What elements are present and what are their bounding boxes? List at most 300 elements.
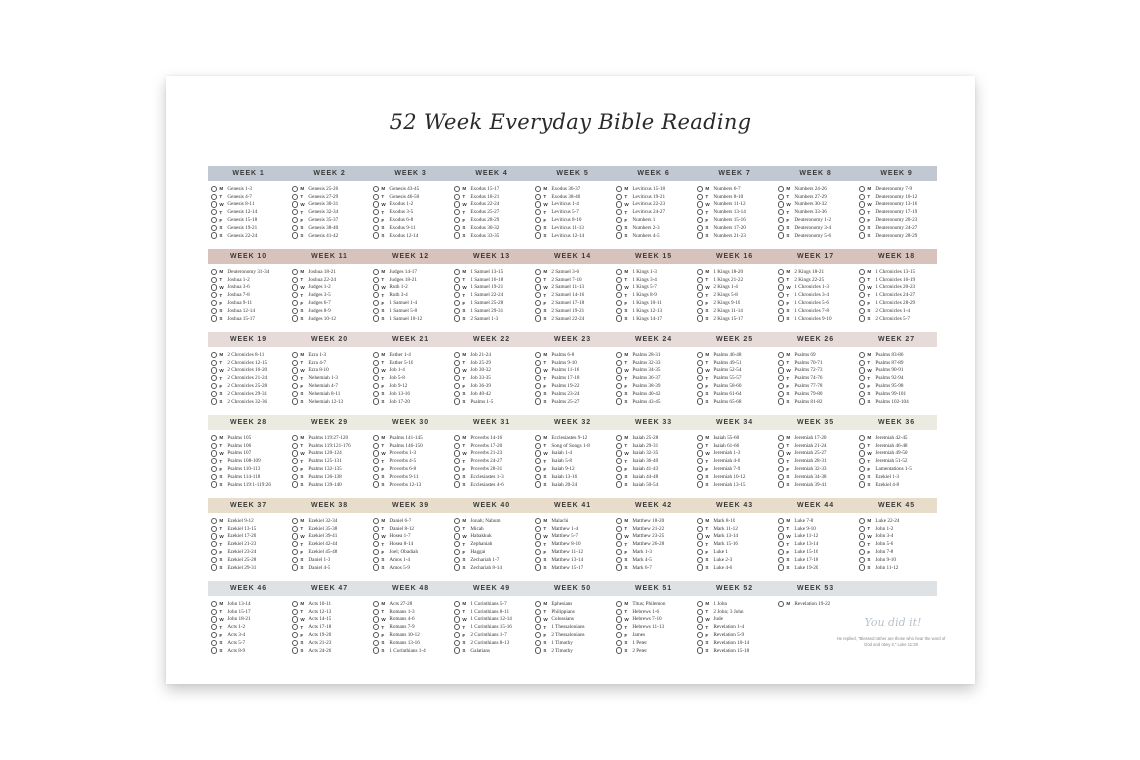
checkbox-circle-icon[interactable]	[697, 300, 703, 306]
checkbox-circle-icon[interactable]	[292, 201, 298, 207]
checkbox-circle-icon[interactable]	[211, 277, 217, 283]
checkbox-circle-icon[interactable]	[697, 564, 703, 570]
checkbox-circle-icon[interactable]	[373, 450, 379, 456]
checkbox-circle-icon[interactable]	[616, 443, 622, 449]
checkbox-circle-icon[interactable]	[454, 549, 460, 555]
checkbox-circle-icon[interactable]	[859, 201, 865, 207]
checkbox-circle-icon[interactable]	[454, 391, 460, 397]
checkbox-circle-icon[interactable]	[373, 601, 379, 607]
checkbox-circle-icon[interactable]	[454, 541, 460, 547]
checkbox-circle-icon[interactable]	[535, 564, 541, 570]
checkbox-circle-icon[interactable]	[211, 616, 217, 622]
checkbox-circle-icon[interactable]	[211, 564, 217, 570]
checkbox-circle-icon[interactable]	[292, 435, 298, 441]
checkbox-circle-icon[interactable]	[859, 367, 865, 373]
checkbox-circle-icon[interactable]	[373, 225, 379, 231]
checkbox-circle-icon[interactable]	[535, 217, 541, 223]
checkbox-circle-icon[interactable]	[778, 549, 784, 555]
checkbox-circle-icon[interactable]	[373, 217, 379, 223]
checkbox-circle-icon[interactable]	[778, 367, 784, 373]
checkbox-circle-icon[interactable]	[697, 616, 703, 622]
checkbox-circle-icon[interactable]	[292, 647, 298, 653]
checkbox-circle-icon[interactable]	[211, 269, 217, 275]
checkbox-circle-icon[interactable]	[778, 466, 784, 472]
checkbox-circle-icon[interactable]	[211, 518, 217, 524]
checkbox-circle-icon[interactable]	[697, 601, 703, 607]
checkbox-circle-icon[interactable]	[373, 375, 379, 381]
checkbox-circle-icon[interactable]	[292, 481, 298, 487]
checkbox-circle-icon[interactable]	[859, 391, 865, 397]
checkbox-circle-icon[interactable]	[697, 186, 703, 192]
checkbox-circle-icon[interactable]	[535, 315, 541, 321]
checkbox-circle-icon[interactable]	[211, 232, 217, 238]
checkbox-circle-icon[interactable]	[535, 398, 541, 404]
checkbox-circle-icon[interactable]	[535, 533, 541, 539]
checkbox-circle-icon[interactable]	[454, 564, 460, 570]
checkbox-circle-icon[interactable]	[373, 367, 379, 373]
checkbox-circle-icon[interactable]	[211, 632, 217, 638]
checkbox-circle-icon[interactable]	[778, 225, 784, 231]
checkbox-circle-icon[interactable]	[616, 647, 622, 653]
checkbox-circle-icon[interactable]	[292, 375, 298, 381]
checkbox-circle-icon[interactable]	[292, 217, 298, 223]
checkbox-circle-icon[interactable]	[292, 541, 298, 547]
checkbox-circle-icon[interactable]	[373, 443, 379, 449]
checkbox-circle-icon[interactable]	[292, 474, 298, 480]
checkbox-circle-icon[interactable]	[211, 533, 217, 539]
checkbox-circle-icon[interactable]	[292, 277, 298, 283]
checkbox-circle-icon[interactable]	[373, 557, 379, 563]
checkbox-circle-icon[interactable]	[859, 269, 865, 275]
checkbox-circle-icon[interactable]	[454, 352, 460, 358]
checkbox-circle-icon[interactable]	[616, 269, 622, 275]
checkbox-circle-icon[interactable]	[778, 541, 784, 547]
checkbox-circle-icon[interactable]	[373, 624, 379, 630]
checkbox-circle-icon[interactable]	[211, 383, 217, 389]
checkbox-circle-icon[interactable]	[778, 601, 784, 607]
checkbox-circle-icon[interactable]	[454, 360, 460, 366]
checkbox-circle-icon[interactable]	[292, 367, 298, 373]
checkbox-circle-icon[interactable]	[697, 391, 703, 397]
checkbox-circle-icon[interactable]	[778, 277, 784, 283]
checkbox-circle-icon[interactable]	[292, 360, 298, 366]
checkbox-circle-icon[interactable]	[454, 232, 460, 238]
checkbox-circle-icon[interactable]	[697, 360, 703, 366]
checkbox-circle-icon[interactable]	[535, 557, 541, 563]
checkbox-circle-icon[interactable]	[535, 391, 541, 397]
checkbox-circle-icon[interactable]	[211, 647, 217, 653]
checkbox-circle-icon[interactable]	[616, 632, 622, 638]
checkbox-circle-icon[interactable]	[778, 217, 784, 223]
checkbox-circle-icon[interactable]	[292, 232, 298, 238]
checkbox-circle-icon[interactable]	[535, 269, 541, 275]
checkbox-circle-icon[interactable]	[616, 481, 622, 487]
checkbox-circle-icon[interactable]	[859, 292, 865, 298]
checkbox-circle-icon[interactable]	[292, 308, 298, 314]
checkbox-circle-icon[interactable]	[778, 194, 784, 200]
checkbox-circle-icon[interactable]	[697, 533, 703, 539]
checkbox-circle-icon[interactable]	[697, 518, 703, 524]
checkbox-circle-icon[interactable]	[697, 481, 703, 487]
checkbox-circle-icon[interactable]	[211, 609, 217, 615]
checkbox-circle-icon[interactable]	[373, 549, 379, 555]
checkbox-circle-icon[interactable]	[535, 201, 541, 207]
checkbox-circle-icon[interactable]	[616, 300, 622, 306]
checkbox-circle-icon[interactable]	[697, 232, 703, 238]
checkbox-circle-icon[interactable]	[616, 609, 622, 615]
checkbox-circle-icon[interactable]	[292, 391, 298, 397]
checkbox-circle-icon[interactable]	[211, 450, 217, 456]
checkbox-circle-icon[interactable]	[373, 647, 379, 653]
checkbox-circle-icon[interactable]	[373, 300, 379, 306]
checkbox-circle-icon[interactable]	[373, 474, 379, 480]
checkbox-circle-icon[interactable]	[373, 533, 379, 539]
checkbox-circle-icon[interactable]	[211, 443, 217, 449]
checkbox-circle-icon[interactable]	[454, 518, 460, 524]
checkbox-circle-icon[interactable]	[373, 308, 379, 314]
checkbox-circle-icon[interactable]	[535, 209, 541, 215]
checkbox-circle-icon[interactable]	[211, 201, 217, 207]
checkbox-circle-icon[interactable]	[778, 201, 784, 207]
checkbox-circle-icon[interactable]	[616, 391, 622, 397]
checkbox-circle-icon[interactable]	[454, 209, 460, 215]
checkbox-circle-icon[interactable]	[697, 367, 703, 373]
checkbox-circle-icon[interactable]	[535, 308, 541, 314]
checkbox-circle-icon[interactable]	[454, 616, 460, 622]
checkbox-circle-icon[interactable]	[535, 541, 541, 547]
checkbox-circle-icon[interactable]	[373, 466, 379, 472]
checkbox-circle-icon[interactable]	[535, 518, 541, 524]
checkbox-circle-icon[interactable]	[292, 284, 298, 290]
checkbox-circle-icon[interactable]	[211, 466, 217, 472]
checkbox-circle-icon[interactable]	[697, 474, 703, 480]
checkbox-circle-icon[interactable]	[292, 640, 298, 646]
checkbox-circle-icon[interactable]	[373, 391, 379, 397]
checkbox-circle-icon[interactable]	[535, 360, 541, 366]
checkbox-circle-icon[interactable]	[616, 640, 622, 646]
checkbox-circle-icon[interactable]	[373, 360, 379, 366]
checkbox-circle-icon[interactable]	[697, 375, 703, 381]
checkbox-circle-icon[interactable]	[292, 315, 298, 321]
checkbox-circle-icon[interactable]	[535, 549, 541, 555]
checkbox-circle-icon[interactable]	[859, 194, 865, 200]
checkbox-circle-icon[interactable]	[778, 450, 784, 456]
checkbox-circle-icon[interactable]	[778, 564, 784, 570]
checkbox-circle-icon[interactable]	[616, 450, 622, 456]
checkbox-circle-icon[interactable]	[697, 217, 703, 223]
checkbox-circle-icon[interactable]	[292, 533, 298, 539]
checkbox-circle-icon[interactable]	[859, 557, 865, 563]
checkbox-circle-icon[interactable]	[292, 564, 298, 570]
checkbox-circle-icon[interactable]	[535, 526, 541, 532]
checkbox-circle-icon[interactable]	[616, 315, 622, 321]
checkbox-circle-icon[interactable]	[616, 474, 622, 480]
checkbox-circle-icon[interactable]	[373, 609, 379, 615]
checkbox-circle-icon[interactable]	[697, 225, 703, 231]
checkbox-circle-icon[interactable]	[778, 186, 784, 192]
checkbox-circle-icon[interactable]	[859, 541, 865, 547]
checkbox-circle-icon[interactable]	[616, 557, 622, 563]
checkbox-circle-icon[interactable]	[778, 557, 784, 563]
checkbox-circle-icon[interactable]	[616, 624, 622, 630]
checkbox-circle-icon[interactable]	[535, 481, 541, 487]
checkbox-circle-icon[interactable]	[373, 398, 379, 404]
checkbox-circle-icon[interactable]	[454, 201, 460, 207]
checkbox-circle-icon[interactable]	[616, 232, 622, 238]
checkbox-circle-icon[interactable]	[859, 564, 865, 570]
checkbox-circle-icon[interactable]	[535, 284, 541, 290]
checkbox-circle-icon[interactable]	[211, 481, 217, 487]
checkbox-circle-icon[interactable]	[859, 474, 865, 480]
checkbox-circle-icon[interactable]	[211, 375, 217, 381]
checkbox-circle-icon[interactable]	[211, 308, 217, 314]
checkbox-circle-icon[interactable]	[373, 526, 379, 532]
checkbox-circle-icon[interactable]	[697, 458, 703, 464]
checkbox-circle-icon[interactable]	[616, 526, 622, 532]
checkbox-circle-icon[interactable]	[454, 526, 460, 532]
checkbox-circle-icon[interactable]	[454, 557, 460, 563]
checkbox-circle-icon[interactable]	[859, 526, 865, 532]
checkbox-circle-icon[interactable]	[697, 352, 703, 358]
checkbox-circle-icon[interactable]	[778, 269, 784, 275]
checkbox-circle-icon[interactable]	[778, 458, 784, 464]
checkbox-circle-icon[interactable]	[778, 526, 784, 532]
checkbox-circle-icon[interactable]	[778, 383, 784, 389]
checkbox-circle-icon[interactable]	[211, 391, 217, 397]
checkbox-circle-icon[interactable]	[616, 383, 622, 389]
checkbox-circle-icon[interactable]	[616, 367, 622, 373]
checkbox-circle-icon[interactable]	[778, 360, 784, 366]
checkbox-circle-icon[interactable]	[211, 624, 217, 630]
checkbox-circle-icon[interactable]	[454, 474, 460, 480]
checkbox-circle-icon[interactable]	[616, 277, 622, 283]
checkbox-circle-icon[interactable]	[535, 632, 541, 638]
checkbox-circle-icon[interactable]	[454, 284, 460, 290]
checkbox-circle-icon[interactable]	[778, 435, 784, 441]
checkbox-circle-icon[interactable]	[454, 458, 460, 464]
checkbox-circle-icon[interactable]	[454, 624, 460, 630]
checkbox-circle-icon[interactable]	[859, 225, 865, 231]
checkbox-circle-icon[interactable]	[859, 315, 865, 321]
checkbox-circle-icon[interactable]	[454, 186, 460, 192]
checkbox-circle-icon[interactable]	[616, 601, 622, 607]
checkbox-circle-icon[interactable]	[697, 315, 703, 321]
checkbox-circle-icon[interactable]	[454, 450, 460, 456]
checkbox-circle-icon[interactable]	[859, 209, 865, 215]
checkbox-circle-icon[interactable]	[292, 398, 298, 404]
checkbox-circle-icon[interactable]	[697, 443, 703, 449]
checkbox-circle-icon[interactable]	[211, 360, 217, 366]
checkbox-circle-icon[interactable]	[697, 549, 703, 555]
checkbox-circle-icon[interactable]	[454, 308, 460, 314]
checkbox-circle-icon[interactable]	[859, 450, 865, 456]
checkbox-circle-icon[interactable]	[859, 360, 865, 366]
checkbox-circle-icon[interactable]	[616, 616, 622, 622]
checkbox-circle-icon[interactable]	[454, 194, 460, 200]
checkbox-circle-icon[interactable]	[535, 640, 541, 646]
checkbox-circle-icon[interactable]	[859, 549, 865, 555]
checkbox-circle-icon[interactable]	[454, 632, 460, 638]
checkbox-circle-icon[interactable]	[454, 225, 460, 231]
checkbox-circle-icon[interactable]	[454, 601, 460, 607]
checkbox-circle-icon[interactable]	[859, 518, 865, 524]
checkbox-circle-icon[interactable]	[535, 466, 541, 472]
checkbox-circle-icon[interactable]	[292, 624, 298, 630]
checkbox-circle-icon[interactable]	[697, 292, 703, 298]
checkbox-circle-icon[interactable]	[535, 616, 541, 622]
checkbox-circle-icon[interactable]	[373, 632, 379, 638]
checkbox-circle-icon[interactable]	[859, 277, 865, 283]
checkbox-circle-icon[interactable]	[697, 640, 703, 646]
checkbox-circle-icon[interactable]	[778, 474, 784, 480]
checkbox-circle-icon[interactable]	[697, 383, 703, 389]
checkbox-circle-icon[interactable]	[535, 458, 541, 464]
checkbox-circle-icon[interactable]	[373, 518, 379, 524]
checkbox-circle-icon[interactable]	[697, 609, 703, 615]
checkbox-circle-icon[interactable]	[616, 375, 622, 381]
checkbox-circle-icon[interactable]	[211, 225, 217, 231]
checkbox-circle-icon[interactable]	[373, 352, 379, 358]
checkbox-circle-icon[interactable]	[454, 367, 460, 373]
checkbox-circle-icon[interactable]	[373, 383, 379, 389]
checkbox-circle-icon[interactable]	[859, 232, 865, 238]
checkbox-circle-icon[interactable]	[373, 186, 379, 192]
checkbox-circle-icon[interactable]	[616, 458, 622, 464]
checkbox-circle-icon[interactable]	[778, 300, 784, 306]
checkbox-circle-icon[interactable]	[211, 300, 217, 306]
checkbox-circle-icon[interactable]	[211, 541, 217, 547]
checkbox-circle-icon[interactable]	[211, 315, 217, 321]
checkbox-circle-icon[interactable]	[535, 609, 541, 615]
checkbox-circle-icon[interactable]	[454, 466, 460, 472]
checkbox-circle-icon[interactable]	[211, 194, 217, 200]
checkbox-circle-icon[interactable]	[454, 315, 460, 321]
checkbox-circle-icon[interactable]	[697, 277, 703, 283]
checkbox-circle-icon[interactable]	[697, 632, 703, 638]
checkbox-circle-icon[interactable]	[373, 292, 379, 298]
checkbox-circle-icon[interactable]	[535, 375, 541, 381]
checkbox-circle-icon[interactable]	[535, 352, 541, 358]
checkbox-circle-icon[interactable]	[778, 315, 784, 321]
checkbox-circle-icon[interactable]	[697, 284, 703, 290]
checkbox-circle-icon[interactable]	[616, 549, 622, 555]
checkbox-circle-icon[interactable]	[778, 308, 784, 314]
checkbox-circle-icon[interactable]	[616, 564, 622, 570]
checkbox-circle-icon[interactable]	[292, 458, 298, 464]
checkbox-circle-icon[interactable]	[454, 277, 460, 283]
checkbox-circle-icon[interactable]	[778, 518, 784, 524]
checkbox-circle-icon[interactable]	[454, 609, 460, 615]
checkbox-circle-icon[interactable]	[778, 481, 784, 487]
checkbox-circle-icon[interactable]	[373, 201, 379, 207]
checkbox-circle-icon[interactable]	[535, 383, 541, 389]
checkbox-circle-icon[interactable]	[535, 435, 541, 441]
checkbox-circle-icon[interactable]	[535, 194, 541, 200]
checkbox-circle-icon[interactable]	[211, 526, 217, 532]
checkbox-circle-icon[interactable]	[454, 292, 460, 298]
checkbox-circle-icon[interactable]	[292, 443, 298, 449]
checkbox-circle-icon[interactable]	[292, 549, 298, 555]
checkbox-circle-icon[interactable]	[292, 352, 298, 358]
checkbox-circle-icon[interactable]	[616, 217, 622, 223]
checkbox-circle-icon[interactable]	[778, 352, 784, 358]
checkbox-circle-icon[interactable]	[535, 277, 541, 283]
checkbox-circle-icon[interactable]	[616, 225, 622, 231]
checkbox-circle-icon[interactable]	[535, 601, 541, 607]
checkbox-circle-icon[interactable]	[292, 526, 298, 532]
checkbox-circle-icon[interactable]	[616, 398, 622, 404]
checkbox-circle-icon[interactable]	[859, 352, 865, 358]
checkbox-circle-icon[interactable]	[697, 435, 703, 441]
checkbox-circle-icon[interactable]	[859, 398, 865, 404]
checkbox-circle-icon[interactable]	[454, 647, 460, 653]
checkbox-circle-icon[interactable]	[211, 601, 217, 607]
checkbox-circle-icon[interactable]	[697, 398, 703, 404]
checkbox-circle-icon[interactable]	[211, 217, 217, 223]
checkbox-circle-icon[interactable]	[292, 466, 298, 472]
checkbox-circle-icon[interactable]	[535, 474, 541, 480]
checkbox-circle-icon[interactable]	[454, 217, 460, 223]
checkbox-circle-icon[interactable]	[616, 541, 622, 547]
checkbox-circle-icon[interactable]	[211, 292, 217, 298]
checkbox-circle-icon[interactable]	[859, 284, 865, 290]
checkbox-circle-icon[interactable]	[211, 549, 217, 555]
checkbox-circle-icon[interactable]	[292, 194, 298, 200]
checkbox-circle-icon[interactable]	[697, 526, 703, 532]
checkbox-circle-icon[interactable]	[373, 277, 379, 283]
checkbox-circle-icon[interactable]	[616, 209, 622, 215]
checkbox-circle-icon[interactable]	[211, 458, 217, 464]
checkbox-circle-icon[interactable]	[211, 640, 217, 646]
checkbox-circle-icon[interactable]	[454, 375, 460, 381]
checkbox-circle-icon[interactable]	[454, 533, 460, 539]
checkbox-circle-icon[interactable]	[859, 383, 865, 389]
checkbox-circle-icon[interactable]	[373, 232, 379, 238]
checkbox-circle-icon[interactable]	[616, 292, 622, 298]
checkbox-circle-icon[interactable]	[535, 367, 541, 373]
checkbox-circle-icon[interactable]	[211, 367, 217, 373]
checkbox-circle-icon[interactable]	[535, 292, 541, 298]
checkbox-circle-icon[interactable]	[859, 186, 865, 192]
checkbox-circle-icon[interactable]	[778, 391, 784, 397]
checkbox-circle-icon[interactable]	[616, 435, 622, 441]
checkbox-circle-icon[interactable]	[373, 315, 379, 321]
checkbox-circle-icon[interactable]	[859, 435, 865, 441]
checkbox-circle-icon[interactable]	[292, 450, 298, 456]
checkbox-circle-icon[interactable]	[211, 398, 217, 404]
checkbox-circle-icon[interactable]	[616, 201, 622, 207]
checkbox-circle-icon[interactable]	[778, 232, 784, 238]
checkbox-circle-icon[interactable]	[454, 269, 460, 275]
checkbox-circle-icon[interactable]	[535, 443, 541, 449]
checkbox-circle-icon[interactable]	[616, 352, 622, 358]
checkbox-circle-icon[interactable]	[373, 435, 379, 441]
checkbox-circle-icon[interactable]	[859, 466, 865, 472]
checkbox-circle-icon[interactable]	[697, 209, 703, 215]
checkbox-circle-icon[interactable]	[535, 232, 541, 238]
checkbox-circle-icon[interactable]	[778, 209, 784, 215]
checkbox-circle-icon[interactable]	[535, 225, 541, 231]
checkbox-circle-icon[interactable]	[697, 624, 703, 630]
checkbox-circle-icon[interactable]	[292, 632, 298, 638]
checkbox-circle-icon[interactable]	[211, 209, 217, 215]
checkbox-circle-icon[interactable]	[373, 616, 379, 622]
checkbox-circle-icon[interactable]	[778, 533, 784, 539]
checkbox-circle-icon[interactable]	[454, 481, 460, 487]
checkbox-circle-icon[interactable]	[697, 269, 703, 275]
checkbox-circle-icon[interactable]	[454, 383, 460, 389]
checkbox-circle-icon[interactable]	[292, 269, 298, 275]
